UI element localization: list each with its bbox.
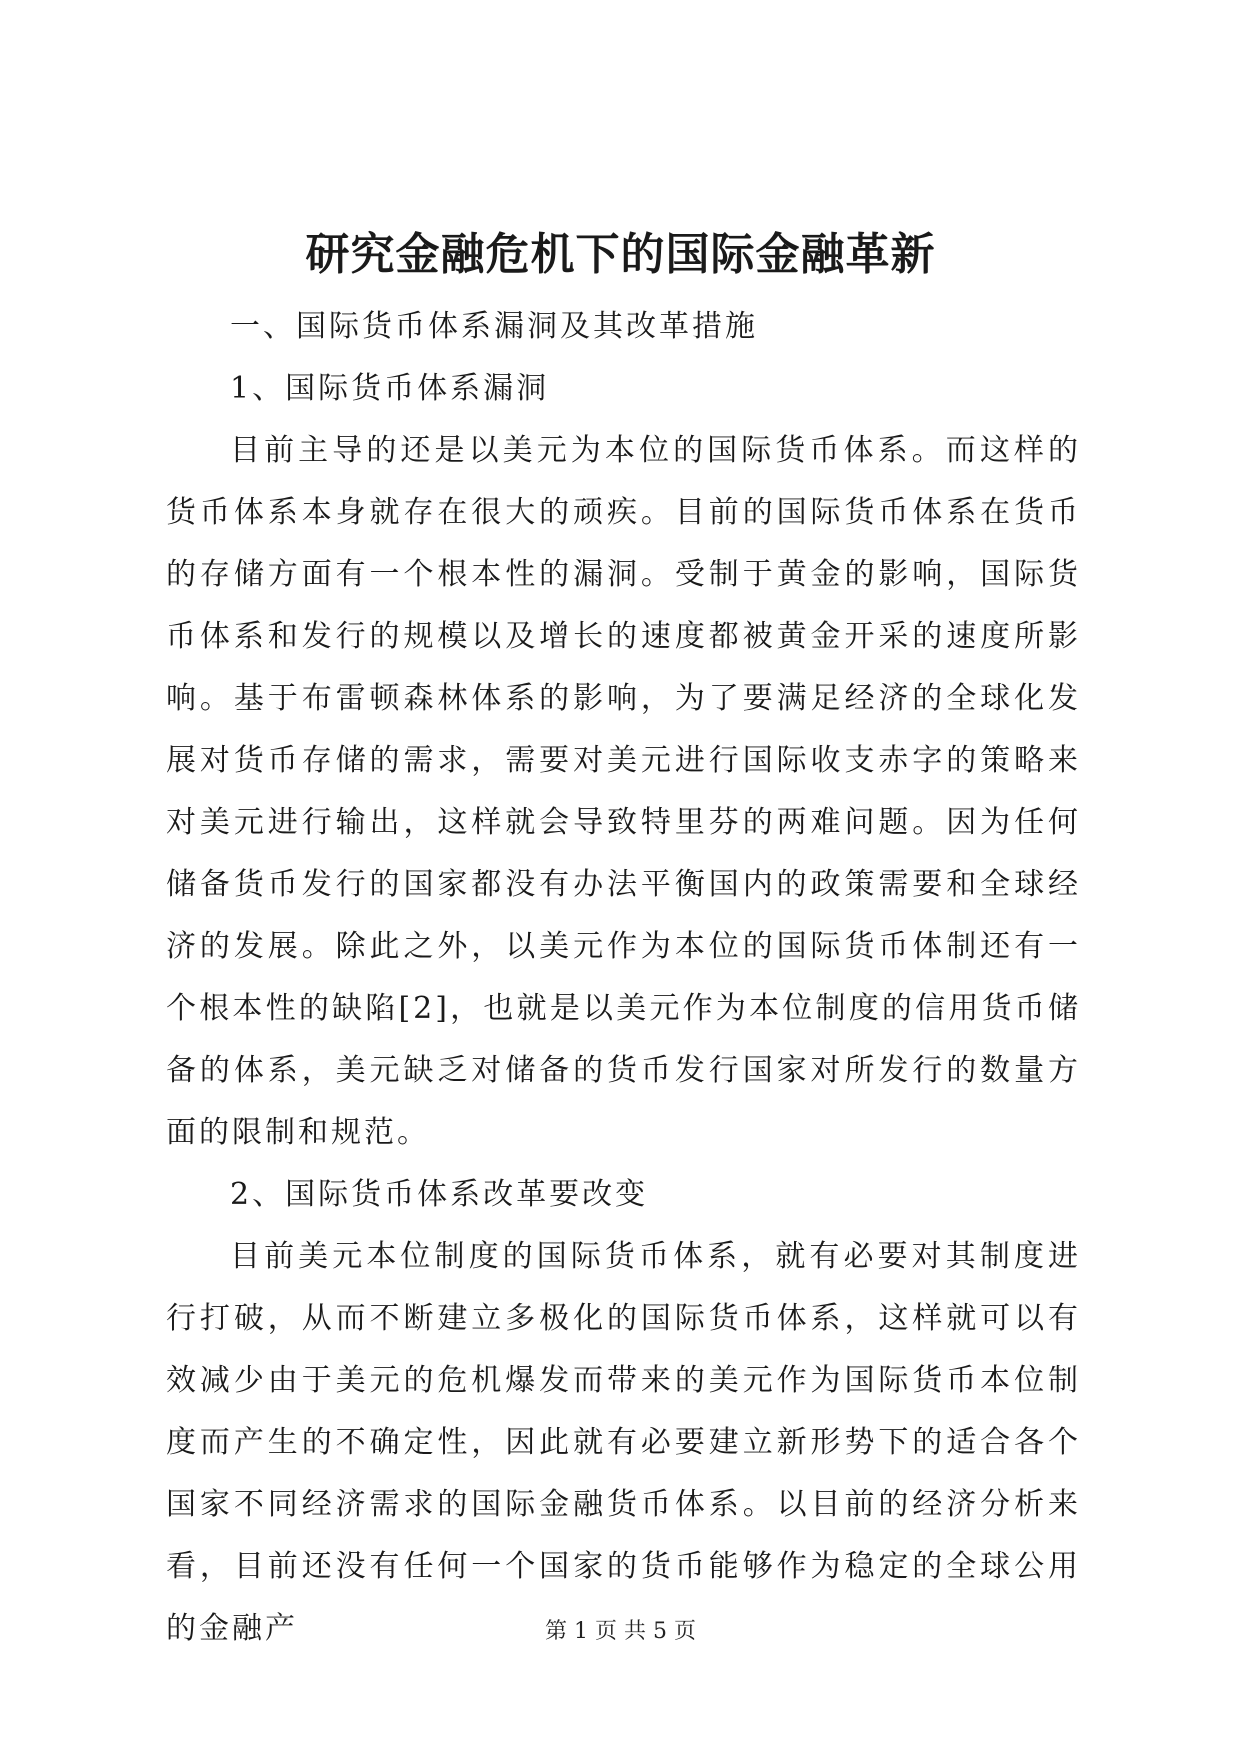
section-heading-1: 一、国际货币体系漏洞及其改革措施 (230, 309, 758, 344)
subsection-heading-2: 2、国际货币体系改革要改变 (230, 1177, 649, 1212)
subsection-heading-1: 1、国际货币体系漏洞 (230, 371, 550, 406)
document-title: 研究金融危机下的国际金融革新 (305, 229, 936, 280)
page-number-footer: 第 1 页 共 5 页 (545, 1619, 696, 1644)
body-paragraph-2: 目前美元本位制度的国际货币体系，就有必要对其制度进行打破，从而不断建立多极化的国际货币体系，这样就可以有效减少由于美元的危机爆发而带来的美元作为国际货币本位制度而产生的不确定性，因此就有必要建立新形势下的适合各个国家不同经济需求的国际金融货币体系。以目前的经济分析来看，目前还没有任何一个国家的货币能够作为稳定的全球公用的金融产 (166, 1239, 1081, 1646)
body-paragraph-1: 目前主导的还是以美元为本位的国际货币体系。而这样的货币体系本身就存在很大的顽疾。目前的国际货币体系在货币的存储方面有一个根本性的漏洞。受制于黄金的影响，国际货币体系和发行的规模以及增长的速度都被黄金开采的速度所影响。基于布雷顿森林体系的影响，为了要满足经济的全球化发展对货币存储的需求，需要对美元进行国际收支赤字的策略来对美元进行输出，这样就会导致特里芬的两难问题。因为任何储备货币发行的国家都没有办法平衡国内的政策需要和全球经济的发展。除此之外，以美元作为本位的国际货币体制还有一个根本性的缺陷[2]，也就是以美元作为本位制度的信用货币储备的体系，美元缺乏对储备的货币发行国家对所发行的数量方面的限制和规范。 (166, 433, 1081, 1150)
document-body (166, 296, 1081, 1660)
